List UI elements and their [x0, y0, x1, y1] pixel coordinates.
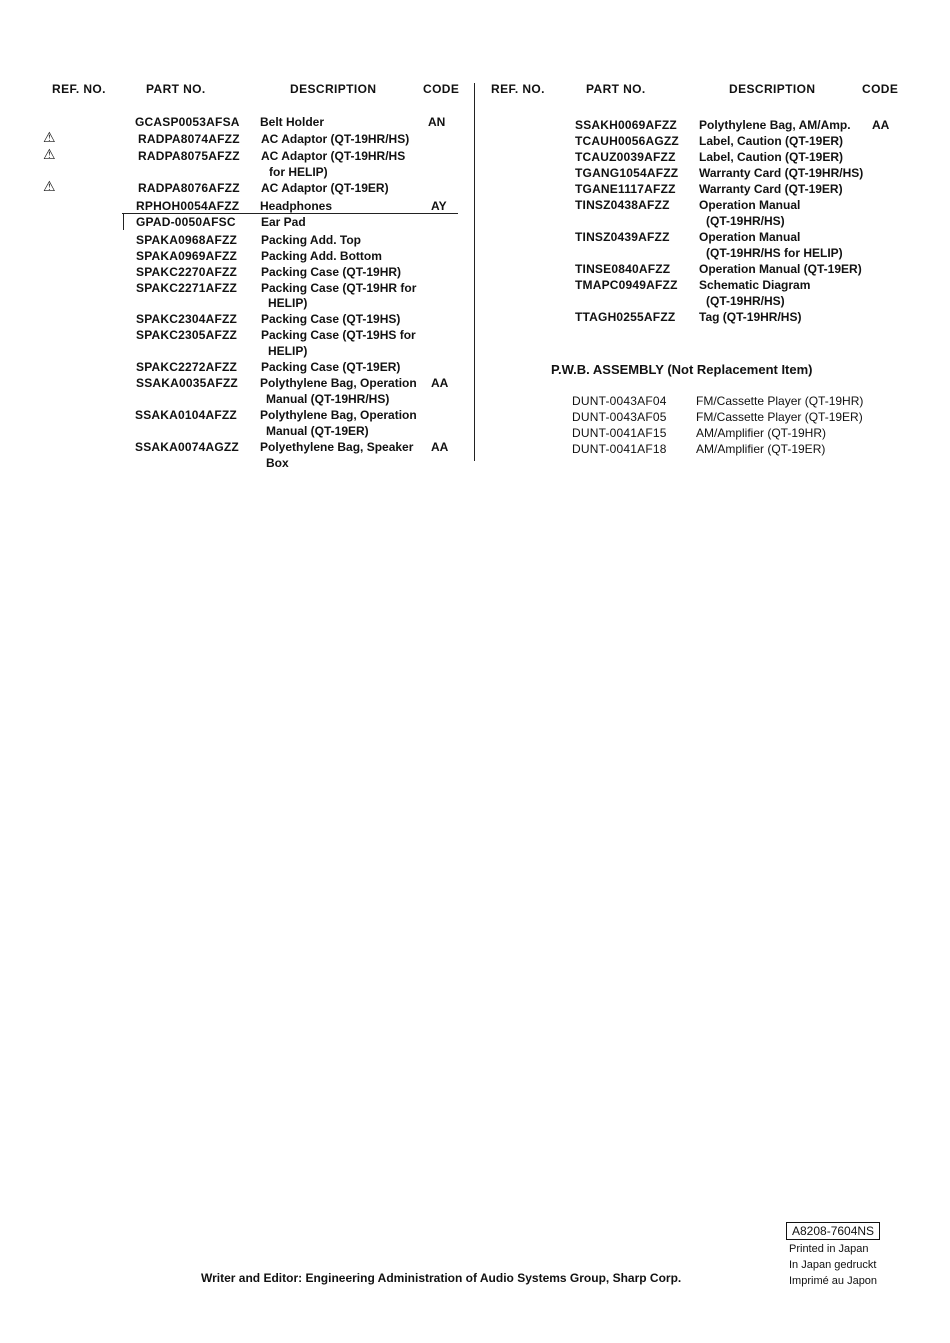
- part-number: SPAKC2304AFZZ: [136, 312, 238, 326]
- description: HELIP): [268, 344, 308, 358]
- description: Schematic Diagram: [699, 278, 811, 292]
- description: AC Adaptor (QT-19ER): [261, 181, 389, 195]
- part-number: TINSZ0439AFZZ: [575, 230, 670, 244]
- part-number: TTAGH0255AFZZ: [575, 310, 676, 324]
- description: Ear Pad: [261, 215, 306, 229]
- part-number: RPHOH0054AFZZ: [136, 199, 240, 213]
- description: AC Adaptor (QT-19HR/HS: [261, 149, 406, 163]
- description: Label, Caution (QT-19ER): [699, 134, 844, 148]
- part-number: SPAKC2272AFZZ: [136, 360, 238, 374]
- part-number: SPAKA0968AFZZ: [136, 233, 238, 247]
- description: Packing Case (QT-19HR for: [261, 281, 417, 295]
- part-number: RADPA8074AFZZ: [138, 132, 240, 146]
- description: Label, Caution (QT-19ER): [699, 150, 844, 164]
- description: Polythylene Bag, Operation: [260, 408, 417, 422]
- table-row: [0, 425, 950, 441]
- description: Headphones: [260, 199, 333, 213]
- price-code: AA: [872, 118, 890, 132]
- description: Operation Manual (QT-19ER): [699, 262, 862, 276]
- part-number: RADPA8076AFZZ: [138, 181, 240, 195]
- price-code: AY: [431, 199, 447, 213]
- description: (QT-19HR/HS for HELIP): [706, 246, 843, 260]
- description: Operation Manual: [699, 198, 801, 212]
- editor-credit: Writer and Editor: Engineering Administration of Audio Systems Group, Sharp Corp.: [201, 1271, 682, 1285]
- description: Warranty Card (QT-19ER): [699, 182, 843, 196]
- part-number: DUNT-0043AF05: [572, 410, 667, 424]
- header-code-left: CODE: [423, 82, 460, 96]
- description: Polythylene Bag, AM/Amp.: [699, 118, 851, 132]
- part-number: SPAKC2270AFZZ: [136, 265, 238, 279]
- description: Operation Manual: [699, 230, 801, 244]
- table-row: [0, 133, 950, 149]
- table-row: [0, 441, 950, 457]
- safety-warning-icon: ⚠: [43, 146, 56, 162]
- table-row: [0, 327, 470, 343]
- header-part-no-left: PART NO.: [146, 82, 206, 96]
- header-description-left: DESCRIPTION: [290, 82, 377, 96]
- description: Manual (QT-19ER): [266, 424, 369, 438]
- table-row: [0, 409, 950, 425]
- table-row: [0, 293, 950, 309]
- table-row: [0, 393, 950, 409]
- description: Tag (QT-19HR/HS): [699, 310, 802, 324]
- description: Packing Case (QT-19HS): [261, 312, 401, 326]
- part-number: TCAUZ0039AFZZ: [575, 150, 676, 164]
- table-row: [0, 178, 950, 197]
- description: FM/Cassette Player (QT-19HR): [696, 394, 864, 408]
- part-number: SPAKA0969AFZZ: [136, 249, 238, 263]
- table-row: [0, 359, 470, 375]
- description: Manual (QT-19HR/HS): [266, 392, 390, 406]
- table-row: [0, 213, 950, 229]
- description: for HELIP): [269, 165, 328, 179]
- description: Packing Add. Bottom: [261, 249, 382, 263]
- printed-in-japan: Printed in Japan: [789, 1243, 869, 1255]
- description: FM/Cassette Player (QT-19ER): [696, 410, 863, 424]
- part-number: TINSE0840AFZZ: [575, 262, 671, 276]
- table-row: [0, 261, 950, 277]
- table-row: [0, 146, 950, 165]
- description: Polyethylene Bag, Speaker: [260, 440, 414, 454]
- header-ref-no-left: REF. NO.: [52, 82, 106, 96]
- part-number: SSAKA0104AFZZ: [135, 408, 237, 422]
- part-number: TINSZ0438AFZZ: [575, 198, 670, 212]
- description: AC Adaptor (QT-19HR/HS): [261, 132, 410, 146]
- table-row: [0, 343, 470, 359]
- price-code: AA: [431, 376, 449, 390]
- description: Box: [266, 456, 289, 470]
- part-number: SSAKA0074AGZZ: [135, 440, 239, 454]
- description: Polythylene Bag, Operation: [260, 376, 417, 390]
- table-row: [0, 375, 470, 391]
- header-ref-no-right: REF. NO.: [491, 82, 545, 96]
- table-row: [0, 165, 950, 181]
- part-number: DUNT-0043AF04: [572, 394, 667, 408]
- part-number: TGANE1117AFZZ: [575, 182, 676, 196]
- description: AM/Amplifier (QT-19ER): [696, 442, 826, 456]
- part-number: DUNT-0041AF18: [572, 442, 667, 456]
- pwb-section-title: P.W.B. ASSEMBLY (Not Replacement Item): [551, 362, 813, 377]
- table-row: [0, 229, 950, 245]
- table-row: [0, 309, 950, 325]
- document-number: A8208-7604NS: [786, 1222, 880, 1240]
- part-number: TGANG1054AFZZ: [575, 166, 679, 180]
- description: AM/Amplifier (QT-19HR): [696, 426, 827, 440]
- price-code: AN: [428, 115, 446, 129]
- part-number: TCAUH0056AGZZ: [575, 134, 679, 148]
- safety-warning-icon: ⚠: [43, 178, 56, 194]
- part-number: SPAKC2305AFZZ: [136, 328, 238, 342]
- description: (QT-19HR/HS): [706, 294, 785, 308]
- part-number: TMAPC0949AFZZ: [575, 278, 678, 292]
- part-number: GCASP0053AFSA: [135, 115, 240, 129]
- description: Packing Case (QT-19HR): [261, 265, 402, 279]
- part-number: DUNT-0041AF15: [572, 426, 667, 440]
- table-row: [0, 455, 470, 471]
- safety-warning-icon: ⚠: [43, 129, 56, 145]
- table-row: [0, 197, 950, 213]
- part-number: SPAKC2271AFZZ: [136, 281, 238, 295]
- header-description-right: DESCRIPTION: [729, 82, 816, 96]
- description: Packing Case (QT-19HS for: [261, 328, 416, 342]
- printed-in-japan-french: Imprimé au Japon: [789, 1275, 878, 1287]
- part-number: SSAKH0069AFZZ: [575, 118, 677, 132]
- price-code: AA: [431, 440, 449, 454]
- description: HELIP): [268, 296, 308, 310]
- header-part-no-right: PART NO.: [586, 82, 646, 96]
- description: Warranty Card (QT-19HR/HS): [699, 166, 864, 180]
- printed-in-japan-german: In Japan gedruckt: [789, 1259, 877, 1271]
- table-row: [0, 277, 950, 293]
- description: Packing Case (QT-19ER): [261, 360, 401, 374]
- description: Belt Holder: [260, 115, 325, 129]
- part-number: RADPA8075AFZZ: [138, 149, 240, 163]
- part-number: GPAD-0050AFSC: [136, 215, 236, 229]
- description: (QT-19HR/HS): [706, 214, 785, 228]
- description: Packing Add. Top: [261, 233, 362, 247]
- table-row: [0, 117, 950, 133]
- table-row: [0, 245, 950, 261]
- header-code-right: CODE: [862, 82, 899, 96]
- part-number: SSAKA0035AFZZ: [136, 376, 238, 390]
